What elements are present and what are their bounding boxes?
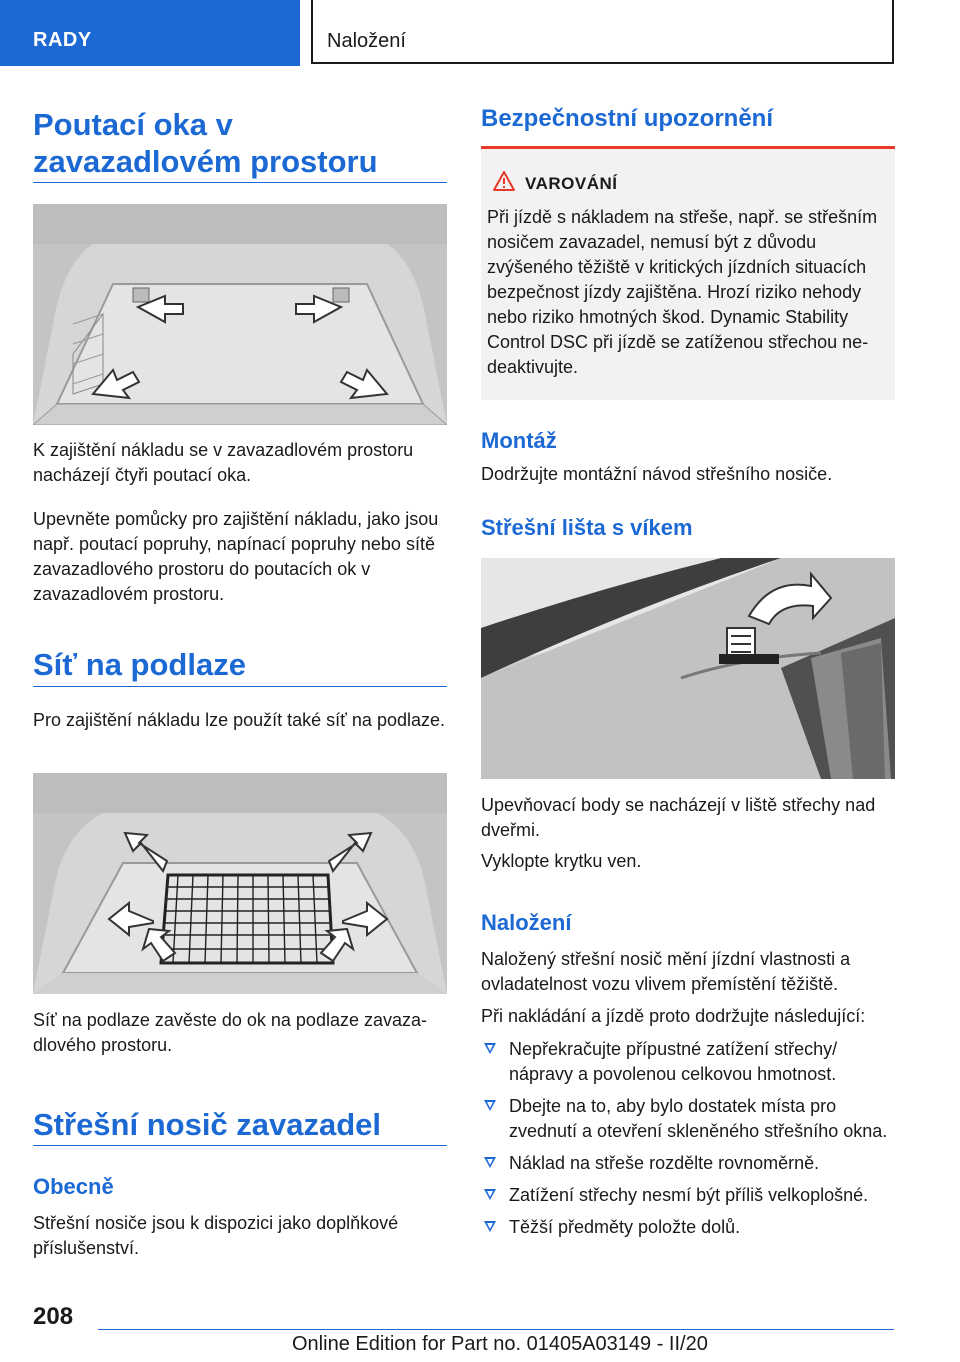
- floor-net-image: [33, 773, 447, 994]
- paragraph-rail-2: Vyklopte krytku ven.: [481, 851, 642, 871]
- warning-icon: [493, 171, 515, 196]
- heading-rule: [33, 182, 447, 183]
- paragraph-general: Střešní nosiče jsou k dispozici jako doplňkové příslušenství.: [33, 1213, 399, 1258]
- triangle-bullet-icon: [484, 1221, 496, 1232]
- paragraph-net-2: Síť na podlaze zavěste do ok na podlaze zavazadlového prostoru.: [33, 1010, 428, 1055]
- paragraph-loading-2: Při nakládání a jízdě proto dodržujte následující:: [481, 1006, 866, 1026]
- warning-box: [481, 149, 895, 400]
- list-item: Náklad na střeše rozdělte rovnoměrně.: [481, 1151, 895, 1176]
- heading-general: Obecně: [33, 1174, 114, 1199]
- list-item: Těžší předměty položte dolů.: [481, 1215, 895, 1240]
- page-number: 208: [33, 1303, 74, 1330]
- paragraph-rail-1: Upevňovací body se nacházejí v liště střechy nad dveřmi.: [481, 795, 876, 840]
- heading-net: Síť na podlaze: [33, 647, 246, 682]
- heading-roof-rail: Střešní lišta s víkem: [481, 515, 693, 540]
- trunk-tie-down-illustration: [33, 204, 447, 425]
- list-item: Zatížení střechy nesmí být příliš velkoplošné.: [481, 1183, 895, 1208]
- heading-safety: Bezpečnostní upozornění: [481, 105, 774, 132]
- heading-mount: Montáž: [481, 428, 557, 453]
- heading-loading: Naložení: [481, 910, 572, 935]
- paragraph-net-1: Pro zajištění nákladu lze použít také síť na podlaze.: [33, 710, 445, 730]
- trunk-tie-down-image: [33, 204, 447, 425]
- triangle-bullet-icon: [484, 1043, 496, 1054]
- roof-rail-image: [481, 558, 895, 779]
- triangle-bullet-icon: [484, 1189, 496, 1200]
- footer-rule: [98, 1329, 894, 1330]
- chapter-tab: [311, 0, 894, 64]
- floor-net-illustration: [33, 773, 447, 994]
- heading-rule: [33, 1145, 447, 1146]
- section-tab: [0, 0, 300, 66]
- list-item: Nepřekračujte přípustné zatížení střechy/ nápravy a povolenou celkovou hmotnost.: [481, 1037, 895, 1087]
- section-label: RADY: [33, 29, 92, 51]
- heading-roof-rack: Střešní nosič zavazadel: [33, 1107, 382, 1142]
- loading-bullet-list: [481, 1037, 895, 1247]
- triangle-bullet-icon: [484, 1157, 496, 1168]
- paragraph-tie-1: K zajištění nákladu se v zavazadlovém prostoru nacházejí čtyři poutací oka.: [33, 440, 414, 485]
- edition-text: Online Edition for Part no. 01405A03149 - II/20: [292, 1333, 708, 1355]
- triangle-bullet-icon: [484, 1100, 496, 1111]
- paragraph-loading-1: Naložený střešní nosič mění jízdní vlastnosti a ovladatelnost vozu vlivem přemístění těžiště.: [481, 949, 851, 994]
- chapter-label: Naložení: [327, 30, 406, 52]
- warning-text: Při jízdě s nákladem na střeše, např. se střešním nosičem zavazadel, nemusí být z důvodu zvýšeného těžiště v kritických jízdních situacích bezpečnost jízdy zajištěna. Hrozí riziko nehody nebo riziko hmotných škod. Dynamic Stability Control DSC při jízdě se zatíženou střechou nedeaktivujte.: [487, 207, 878, 377]
- warning-title: VAROVÁNÍ: [525, 174, 618, 193]
- roof-rail-illustration: [481, 558, 895, 779]
- paragraph-mount: Dodržujte montážní návod střešního nosiče.: [481, 464, 833, 484]
- heading-tie-down: Poutací oka v zavazadlovém prostoru: [33, 107, 378, 179]
- paragraph-tie-2: Upevněte pomůcky pro zajištění nákladu, jako jsou např. poutací popruhy, napínací popruhy nebo sítě zavazadlového prostoru do poutacích ok v zavazadlovém prostoru.: [33, 509, 439, 604]
- list-item: Dbejte na to, aby bylo dostatek místa pro zvednutí a otevření skleněného střešního okna.: [481, 1094, 895, 1144]
- heading-rule: [33, 686, 447, 687]
